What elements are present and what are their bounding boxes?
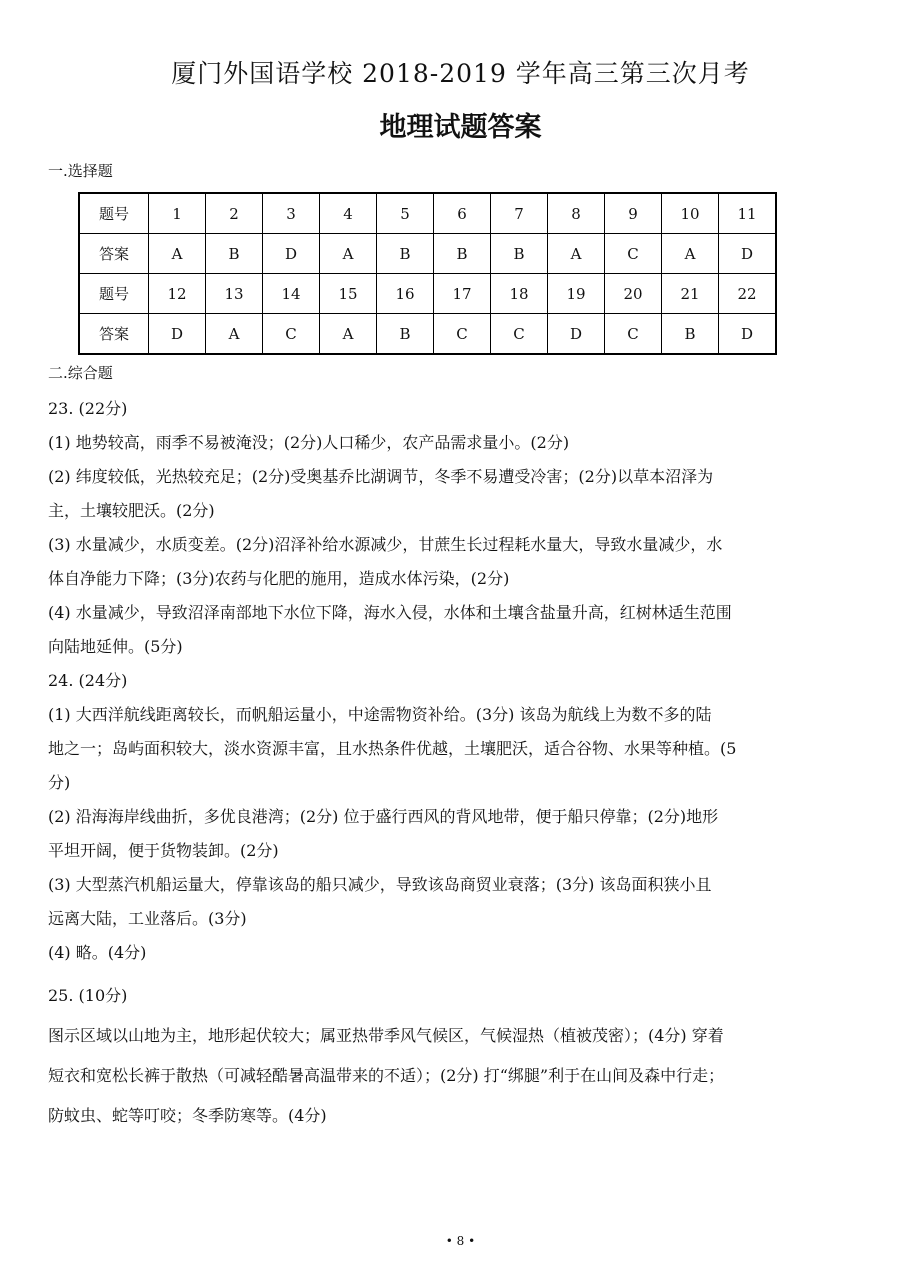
row-label: 题号 [79,193,149,234]
answer-line: 向陆地延伸。(5分) [48,637,183,656]
table-cell: 14 [263,274,320,314]
table-cell: 4 [320,193,377,234]
table-cell: 8 [548,193,605,234]
answer-line: 远离大陆，工业落后。(3分) [48,909,247,928]
row-label: 题号 [79,274,149,314]
answer-table-row [79,314,776,355]
comprehensive-answers [48,392,808,1136]
table-cell: 1 [149,193,206,234]
table-cell: 16 [377,274,434,314]
table-cell: B [662,314,719,355]
table-cell: B [434,234,491,274]
answer-line: 短衣和宽松长裤于散热（可减轻酷暑高温带来的不适）；(2分) 打“绑腿”利于在山间及森中行走； [48,1066,725,1085]
answer-line: (3) 大型蒸汽机船运量大，停靠该岛的船只减少，导致该岛商贸业衰落；(3分) 该岛面积狭小且 [48,875,712,894]
table-cell: D [263,234,320,274]
table-cell: B [206,234,263,274]
paper-title: 地理试题答案 [379,112,542,143]
answer-line: 地之一；岛屿面积较大，淡水资源丰富，且水热条件优越，土壤肥沃，适合谷物、水果等种植。(5 [48,739,737,758]
question-heading: 24. (24分) [48,671,128,690]
table-cell: A [662,234,719,274]
table-cell: C [434,314,491,355]
table-cell: D [548,314,605,355]
answer-line: 体自净能力下降；(3分)农药与化肥的施用，造成水体污染，(2分) [48,569,510,588]
answer-line: 图示区域以山地为主，地形起伏较大；属亚热带季风气候区，气候湿热（植被茂密）；(4分) 穿着 [48,1026,724,1045]
table-cell: A [320,234,377,274]
answer-line: (2) 纬度较低，光热较充足；(2分)受奥基乔比湖调节，冬季不易遭受冷害；(2分)以草本沼泽为 [48,467,714,486]
question-23 [48,392,808,664]
table-cell: D [149,314,206,355]
page-number: • 8 • [445,1234,476,1248]
answer-line: (4) 略。(4分) [48,943,147,962]
table-cell: 19 [548,274,605,314]
table-cell: C [263,314,320,355]
answer-line: (2) 沿海海岸线曲折，多优良港湾；(2分) 位于盛行西风的背风地带，便于船只停靠；(2分)地形 [48,807,719,826]
table-cell: 10 [662,193,719,234]
answer-table [78,192,777,355]
table-cell: C [605,234,662,274]
table-cell: 20 [605,274,662,314]
school-title: 厦门外国语学校 2018-2019 学年高三第三次月考 [171,59,750,88]
table-cell: D [719,234,777,274]
table-cell: 13 [206,274,263,314]
table-cell: A [149,234,206,274]
table-cell: 11 [719,193,777,234]
section-title-comprehensive: 二.综合题 [48,364,113,382]
table-cell: 22 [719,274,777,314]
table-cell: D [719,314,777,355]
table-cell: B [377,234,434,274]
answer-table-row [79,193,776,234]
question-heading: 25. (10分) [48,986,128,1005]
table-cell: 6 [434,193,491,234]
answer-line: 防蚊虫、蛇等叮咬；冬季防寒等。(4分) [48,1106,327,1125]
table-cell: 7 [491,193,548,234]
table-cell: A [206,314,263,355]
table-cell: 12 [149,274,206,314]
question-25 [48,976,808,1136]
answer-line: (1) 大西洋航线距离较长，而帆船运量小，中途需物资补给。(3分) 该岛为航线上为数不多的陆 [48,705,712,724]
question-24 [48,664,808,970]
table-cell: 9 [605,193,662,234]
table-cell: A [548,234,605,274]
table-cell: 15 [320,274,377,314]
table-cell: 21 [662,274,719,314]
table-cell: B [491,234,548,274]
table-cell: B [377,314,434,355]
question-heading: 23. (22分) [48,399,128,418]
table-cell: 2 [206,193,263,234]
answer-line: (4) 水量减少，导致沼泽南部地下水位下降，海水入侵，水体和土壤含盐量升高，红树林适生范围 [48,603,732,622]
answer-line: 平坦开阔，便于货物装卸。(2分) [48,841,279,860]
section-title-choice: 一.选择题 [48,162,113,180]
row-label: 答案 [79,314,149,355]
table-cell: A [320,314,377,355]
answer-line: 分) [48,773,71,792]
answer-line: (3) 水量减少，水质变差。(2分)沼泽补给水源减少，甘蔗生长过程耗水量大，导致水量减少，水 [48,535,723,554]
answer-table-row [79,274,776,314]
table-cell: 18 [491,274,548,314]
answer-line: (1) 地势较高，雨季不易被淹没；(2分)人口稀少，农产品需求量小。(2分) [48,433,570,452]
answer-table-row [79,234,776,274]
table-cell: C [605,314,662,355]
table-cell: 17 [434,274,491,314]
table-cell: 5 [377,193,434,234]
table-cell: 3 [263,193,320,234]
row-label: 答案 [79,234,149,274]
table-cell: C [491,314,548,355]
answer-line: 主，土壤较肥沃。(2分) [48,501,215,520]
